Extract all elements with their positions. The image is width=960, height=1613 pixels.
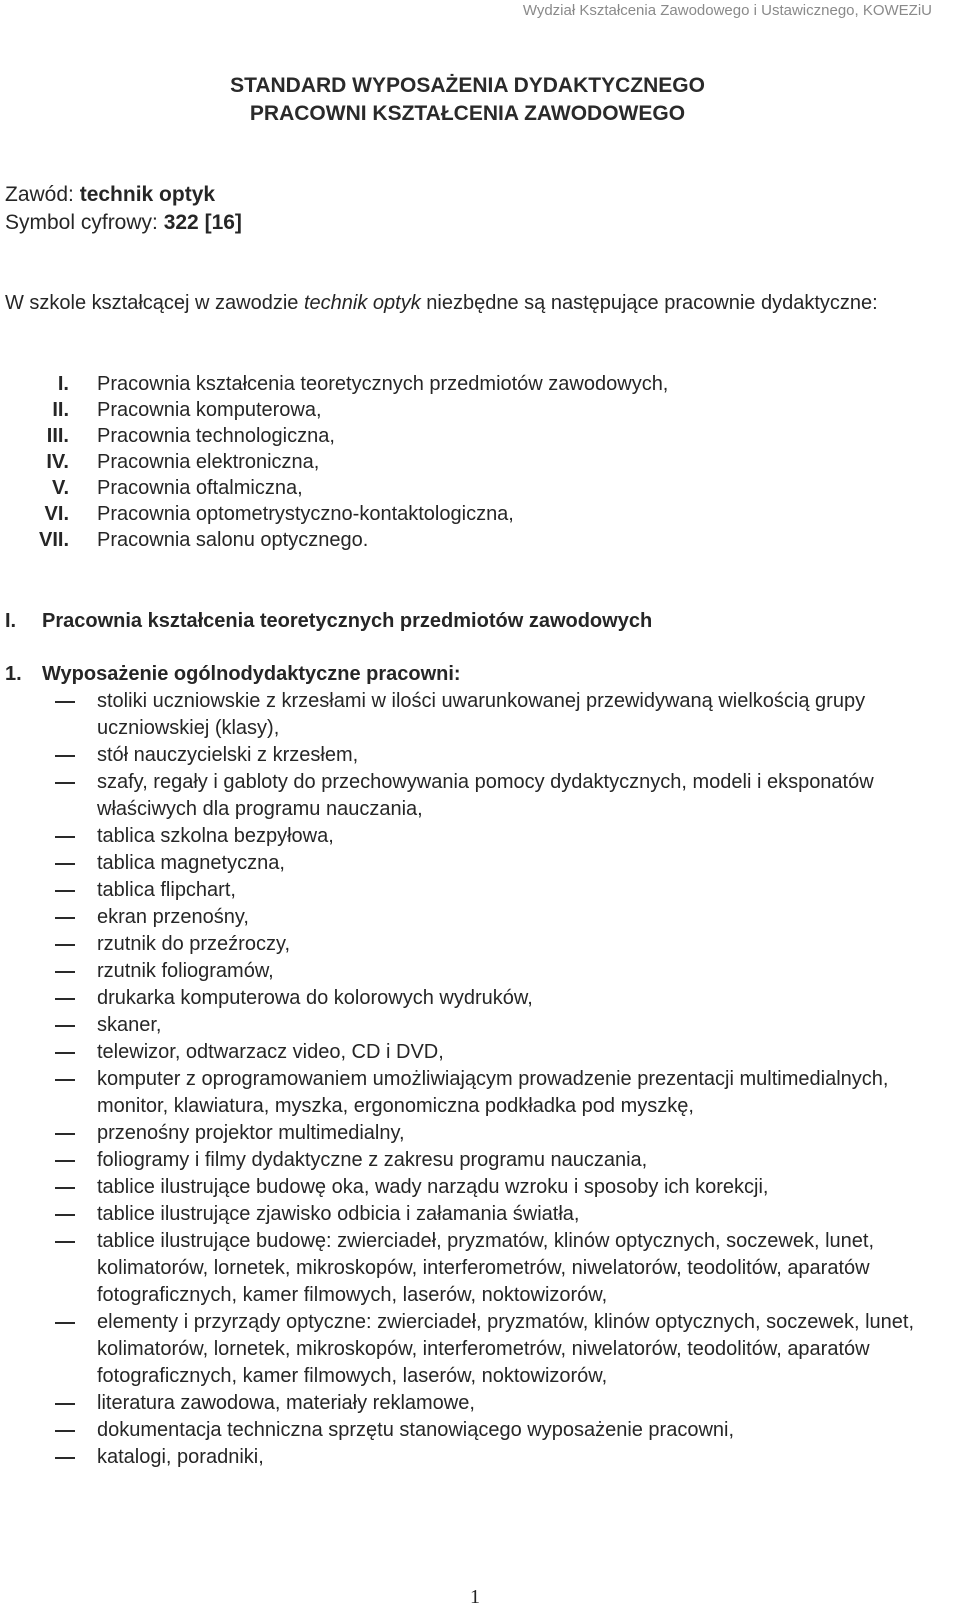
dash-bullet-icon	[55, 998, 75, 1000]
document-title-line-1: STANDARD WYPOSAŻENIA DYDAKTYCZNEGO	[230, 74, 705, 97]
equipment-text: rzutnik do przeźroczy,	[97, 933, 291, 955]
equipment-item	[0, 769, 960, 823]
subsection-title: Wyposażenie ogólnodydaktyczne pracowni:	[42, 663, 461, 685]
equipment-item	[0, 1309, 960, 1390]
equipment-text: komputer z oprogramowaniem umożliwiającym prowadzenie prezentacji multimedialnych, monitor, klawiatura, myszka, ergonomiczna podkładka pod myszkę,	[97, 1068, 889, 1117]
equipment-item	[0, 688, 960, 742]
room-item	[0, 527, 369, 553]
equipment-text: elementy i przyrządy optyczne: zwierciadeł, pryzmatów, klinów optycznych, soczewek, lunet, kolimatorów, lornetek, mikroskopów, interferometrów, niwelatorów, teodolitów, aparatów fotograficznych, kamer filmowych, laserów, noktowizorów,	[97, 1311, 915, 1387]
document-title-line-2: PRACOWNI KSZTAŁCENIA ZAWODOWEGO	[249, 102, 686, 125]
rooms-list	[0, 371, 669, 553]
equipment-text: katalogi, poradniki,	[97, 1446, 264, 1468]
room-item	[0, 371, 669, 397]
room-item	[0, 397, 322, 423]
equipment-text: ekran przenośny,	[97, 906, 249, 928]
equipment-text: stoliki uczniowskie z krzesłami w ilości uwarunkowanej przewidywaną wielkością grupy uczniowskiej (klasy),	[97, 690, 866, 739]
dash-bullet-icon	[55, 1052, 75, 1054]
room-item	[0, 449, 320, 475]
room-number: VII.	[38, 529, 69, 551]
equipment-item	[0, 1012, 960, 1039]
room-label: Pracownia salonu optycznego.	[97, 529, 369, 551]
room-number: III.	[46, 425, 69, 447]
equipment-list	[0, 688, 960, 1471]
room-number: II.	[52, 399, 69, 421]
room-label: Pracownia komputerowa,	[97, 399, 322, 421]
room-label: Pracownia elektroniczna,	[97, 451, 320, 473]
dash-bullet-icon	[55, 782, 75, 784]
equipment-item	[0, 985, 960, 1012]
equipment-item	[0, 1039, 960, 1066]
equipment-text: dokumentacja techniczna sprzętu stanowiącego wyposażenie pracowni,	[97, 1419, 735, 1441]
equipment-item	[0, 1444, 960, 1471]
room-item	[0, 475, 303, 501]
room-label: Pracownia kształcenia teoretycznych przedmiotów zawodowych,	[97, 373, 669, 395]
dash-bullet-icon	[55, 863, 75, 865]
intro-text-before: W szkole kształcącej w zawodzie	[5, 292, 304, 314]
dash-bullet-icon	[55, 890, 75, 892]
dash-bullet-icon	[55, 1214, 75, 1216]
equipment-item	[0, 1147, 960, 1174]
intro-text-after: niezbędne są następujące pracownie dydaktyczne:	[420, 292, 878, 314]
room-number: I.	[57, 373, 69, 395]
subsection-number: 1.	[5, 663, 22, 685]
room-number: IV.	[46, 451, 69, 473]
equipment-text: skaner,	[97, 1014, 162, 1036]
equipment-text: stół nauczycielski z krzesłem,	[97, 744, 359, 766]
equipment-text: drukarka komputerowa do kolorowych wydruków,	[97, 987, 533, 1009]
dash-bullet-icon	[55, 755, 75, 757]
equipment-text: tablica magnetyczna,	[97, 852, 285, 874]
dash-bullet-icon	[55, 836, 75, 838]
dash-bullet-icon	[55, 1430, 75, 1432]
section-title: Pracownia kształcenia teoretycznych przedmiotów zawodowych	[42, 610, 653, 632]
equipment-item	[0, 1120, 960, 1147]
equipment-item	[0, 742, 960, 769]
equipment-text: telewizor, odtwarzacz video, CD i DVD,	[97, 1041, 444, 1063]
section-number: I.	[5, 610, 17, 632]
equipment-item	[0, 823, 960, 850]
room-number: V.	[51, 477, 69, 499]
dash-bullet-icon	[55, 971, 75, 973]
dash-bullet-icon	[55, 1133, 75, 1135]
dash-bullet-icon	[55, 944, 75, 946]
dash-bullet-icon	[55, 1457, 75, 1459]
equipment-text: foliogramy i filmy dydaktyczne z zakresu programu nauczania,	[97, 1149, 648, 1171]
equipment-item	[0, 1228, 960, 1309]
equipment-item	[0, 904, 960, 931]
room-item	[0, 501, 514, 527]
profession-meta	[5, 181, 242, 237]
equipment-item	[0, 1174, 960, 1201]
equipment-item	[0, 1201, 960, 1228]
room-label: Pracownia optometrystyczno-kontaktologiczna,	[97, 503, 514, 525]
equipment-text: tablice ilustrujące budowę oka, wady narządu wzroku i sposoby ich korekcji,	[97, 1176, 769, 1198]
equipment-item	[0, 931, 960, 958]
equipment-text: tablica flipchart,	[97, 879, 236, 901]
equipment-item	[0, 1066, 960, 1120]
equipment-item	[0, 1390, 960, 1417]
page-number: 1	[470, 1586, 480, 1608]
equipment-item	[0, 958, 960, 985]
dash-bullet-icon	[55, 1187, 75, 1189]
equipment-text: tablica szkolna bezpyłowa,	[97, 825, 334, 847]
dash-bullet-icon	[55, 1025, 75, 1027]
equipment-item	[0, 877, 960, 904]
dash-bullet-icon	[55, 1160, 75, 1162]
dash-bullet-icon	[55, 1403, 75, 1405]
intro-text-italic: technik optyk	[303, 292, 421, 314]
room-item	[0, 423, 335, 449]
equipment-item	[0, 850, 960, 877]
equipment-text: rzutnik foliogramów,	[97, 960, 274, 982]
room-label: Pracownia technologiczna,	[97, 425, 335, 447]
dash-bullet-icon	[55, 701, 75, 703]
symbol-value: 322 [16]	[163, 211, 242, 234]
dash-bullet-icon	[55, 917, 75, 919]
dash-bullet-icon	[55, 1079, 75, 1081]
subsection-heading	[5, 661, 461, 688]
page-header: Wydział Kształcenia Zawodowego i Ustawicznego, KOWEZiU	[522, 2, 932, 19]
equipment-text: tablice ilustrujące zjawisko odbicia i załamania światła,	[97, 1203, 580, 1225]
document-title	[0, 72, 935, 128]
room-label: Pracownia oftalmiczna,	[97, 477, 303, 499]
equipment-text: literatura zawodowa, materiały reklamowe,	[97, 1392, 475, 1414]
dash-bullet-icon	[55, 1241, 75, 1243]
room-number: VI.	[44, 503, 69, 525]
equipment-text: szafy, regały i gabloty do przechowywania pomocy dydaktycznych, modeli i eksponatów właściwych dla programu nauczania,	[97, 771, 874, 820]
symbol-row	[5, 209, 242, 237]
equipment-text: tablice ilustrujące budowę: zwierciadeł, pryzmatów, klinów optycznych, soczewek, lunet, kolimatorów, lornetek, mikroskopów, interferometrów, niwelatorów, teodolitów, aparatów fotograficznych, kamer filmowych, laserów, noktowizorów,	[97, 1230, 875, 1306]
symbol-label: Symbol cyfrowy:	[5, 211, 164, 234]
profession-value: technik optyk	[79, 183, 216, 206]
equipment-text: przenośny projektor multimedialny,	[97, 1122, 405, 1144]
dash-bullet-icon	[55, 1322, 75, 1324]
profession-label: Zawód:	[5, 183, 80, 206]
section-heading	[5, 608, 652, 635]
intro-paragraph	[5, 290, 905, 317]
equipment-item	[0, 1417, 960, 1444]
profession-row	[5, 181, 242, 209]
